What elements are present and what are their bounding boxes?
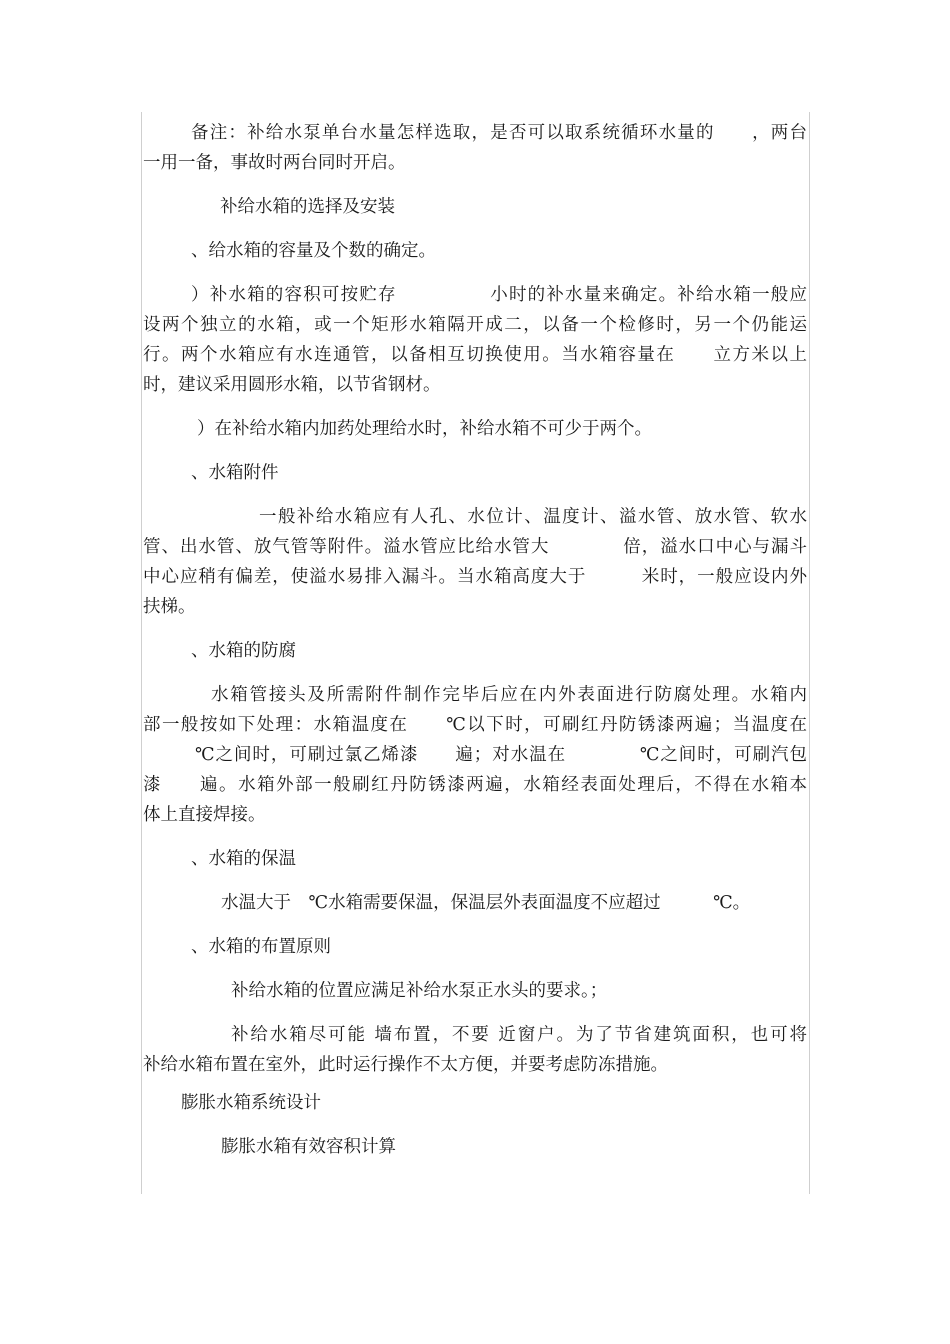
accessories-para-line-1: 一般补给水箱应有人孔、水位计、温度计、溢水管、放水管、软水 (259, 507, 807, 527)
anticorrosion-para-line-5: 体上直接焊接。 (143, 805, 266, 825)
layout-line-1: 补给水箱的位置应满足补给水泵正水头的要求。； (231, 981, 608, 1001)
accessories-para-line-3: 中心应稍有偏差，使溢水易排入漏斗。当水箱高度大于 米时，一般应设内外 (143, 567, 807, 587)
right-margin-rule (809, 112, 810, 1194)
note-line-2: 一用一备，事故时两台同时开启。 (143, 153, 406, 173)
subheading-layout: 、水箱的布置原则 (191, 937, 331, 957)
document-body (143, 118, 807, 1162)
section-heading-tank: 补给水箱的选择及安装 (220, 197, 395, 217)
left-margin-rule (141, 112, 142, 1194)
chemical-dosing-line: ）在补给水箱内加药处理给水时，补给水箱不可少于两个。 (197, 419, 652, 439)
subheading-capacity: 、给水箱的容量及个数的确定。 (191, 241, 436, 261)
anticorrosion-para-line-3: ℃之间时，可刷过氯乙烯漆 遍；对水温在 ℃之间时，可刷汽包 (195, 745, 807, 765)
note-line-1: 备注：补给水泵单台水量怎样选取，是否可以取系统循环水量的 ，两台 (191, 123, 807, 143)
capacity-para-line-3: 行。两个水箱应有水连通管，以备相互切换使用。当水箱容量在 立方米以上 (143, 345, 807, 365)
anticorrosion-para-line-4: 漆 遍。水箱外部一般刷红丹防锈漆两遍，水箱经表面处理后，不得在水箱本 (143, 775, 807, 795)
anticorrosion-para-line-1: 水箱管接头及所需附件制作完毕后应在内外表面进行防腐处理。水箱内 (211, 685, 807, 705)
layout-para-line-2: 补给水箱布置在室外，此时运行操作不太方便，并要考虑防冻措施。 (143, 1055, 668, 1075)
subheading-anticorrosion: 、水箱的防腐 (191, 641, 296, 661)
capacity-para-line-2: 设两个独立的水箱，或一个矩形水箱隔开成二，以备一个检修时，另一个仍能运 (143, 315, 807, 335)
capacity-para-line-4: 时，建议采用圆形水箱，以节省钢材。 (143, 375, 441, 395)
section-heading-expansion: 膨胀水箱系统设计 (181, 1093, 321, 1113)
subheading-expansion-volume: 膨胀水箱有效容积计算 (221, 1137, 396, 1157)
insulation-line: 水温大于 ℃水箱需要保温，保温层外表面温度不应超过 ℃。 (221, 893, 751, 913)
anticorrosion-para-line-2: 部一般按如下处理：水箱温度在 ℃以下时，可刷红丹防锈漆两遍；当温度在 (143, 715, 807, 735)
capacity-para-line-1: ）补水箱的容积可按贮存 小时的补水量来确定。补给水箱一般应 (191, 285, 807, 305)
layout-para-line-1: 补给水箱尽可能 墙布置，不要 近窗户。为了节省建筑面积，也可将 (231, 1025, 807, 1045)
subheading-accessories: 、水箱附件 (191, 463, 279, 483)
accessories-para-line-2: 管、出水管、放气管等附件。溢水管应比给水管大 倍，溢水口中心与漏斗 (143, 537, 807, 557)
subheading-insulation: 、水箱的保温 (191, 849, 296, 869)
accessories-para-line-4: 扶梯。 (143, 597, 196, 617)
